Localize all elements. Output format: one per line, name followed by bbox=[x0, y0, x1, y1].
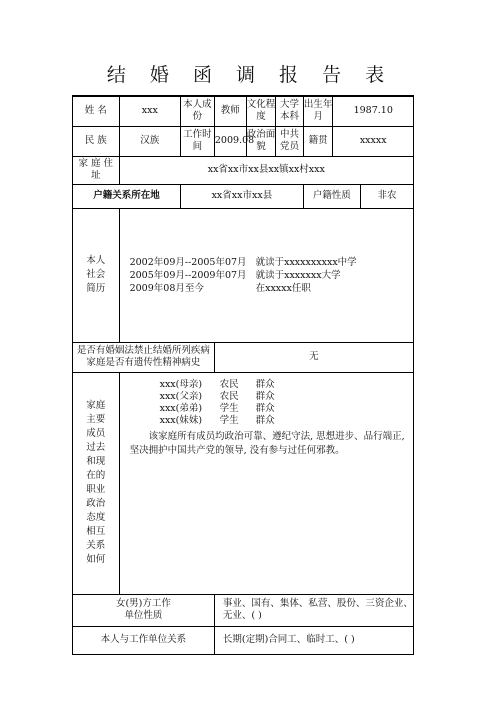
birth-label: 出生年月 bbox=[303, 96, 333, 126]
address-value: xx省xx市xx县xx镇xx村xxx bbox=[119, 156, 413, 184]
family-label bbox=[73, 372, 120, 594]
family-label-line: 过去 bbox=[86, 442, 106, 453]
resume-content bbox=[119, 208, 413, 342]
member-job: 学生 bbox=[219, 414, 239, 426]
family-label-line: 在的 bbox=[86, 470, 106, 481]
disease-label-line: 是否有婚姻法禁止结婚所列疾病 bbox=[76, 345, 210, 356]
marriage-report-table bbox=[72, 95, 414, 655]
disease-value: 无 bbox=[214, 342, 413, 372]
member-name: xxx(母亲) bbox=[159, 378, 203, 390]
family-member bbox=[130, 403, 405, 415]
education-label: 文化程度 bbox=[246, 96, 276, 126]
resume-desc: 就读于xxxxxxx大学 bbox=[255, 269, 341, 281]
member-politics: 群众 bbox=[255, 390, 275, 402]
origin-label: 籍贯 bbox=[303, 126, 333, 156]
family-label-line: 成员 bbox=[86, 428, 106, 439]
resume-label-line: 简历 bbox=[86, 283, 106, 294]
relation-label: 本人与工作单位关系 bbox=[73, 626, 215, 654]
unit-label bbox=[73, 594, 215, 626]
member-job: 农民 bbox=[219, 390, 239, 402]
political-value: 中共党员 bbox=[276, 126, 304, 156]
resume-label-line: 本人 bbox=[86, 255, 106, 266]
family-label-line: 政治 bbox=[86, 498, 106, 509]
family-member bbox=[130, 415, 405, 427]
member-name: xxx(弟弟) bbox=[159, 402, 203, 414]
name-value: xxx bbox=[119, 96, 180, 126]
resume-entry bbox=[130, 282, 413, 295]
family-statement: 该家庭所有成员均政治可靠、遵纪守法, 思想进步、品行端正, 坚决拥护中国共产党的领导, 没有参与过任何邪教。 bbox=[129, 430, 405, 456]
member-politics: 群众 bbox=[255, 414, 275, 426]
hukou-value: xx省xx市xx县 bbox=[181, 184, 304, 208]
member-job: 农民 bbox=[219, 378, 239, 390]
unit-value: 事业、国有、集体、私营、股份、三资企业、无业、( ) bbox=[214, 594, 413, 626]
member-name: xxx(妹妹) bbox=[159, 414, 203, 426]
identity-value: 教师 bbox=[214, 96, 246, 126]
family-label-line: 相互 bbox=[86, 526, 106, 537]
resume-desc: 就读于xxxxxxxxxx中学 bbox=[255, 256, 357, 268]
resume-period: 2002年09月--2005年07月 bbox=[129, 256, 247, 268]
unit-label-line: 单位性质 bbox=[124, 610, 163, 621]
ethnicity-value: 汉族 bbox=[119, 126, 180, 156]
family-label-line: 职业 bbox=[86, 484, 106, 495]
resume-entry bbox=[130, 256, 413, 269]
birth-value: 1987.10 bbox=[333, 96, 414, 126]
resume-period: 2009年08月至今 bbox=[129, 282, 204, 294]
disease-label-line: 家庭是否有遗传性精神病史 bbox=[86, 357, 201, 368]
worktime-label: 工作时间 bbox=[181, 126, 215, 156]
ethnicity-label: 民 族 bbox=[73, 126, 120, 156]
identity-label: 本人成份 bbox=[181, 96, 215, 126]
resume-period: 2005年09月--2009年07月 bbox=[129, 269, 247, 281]
member-politics: 群众 bbox=[255, 402, 275, 414]
family-label-line: 态度 bbox=[86, 512, 106, 523]
member-politics: 群众 bbox=[255, 378, 275, 390]
hukou-type-value: 非农 bbox=[360, 184, 413, 208]
hukou-type-label: 户籍性质 bbox=[303, 184, 360, 208]
origin-value: xxxxx bbox=[333, 126, 414, 156]
family-label-line: 主要 bbox=[86, 414, 106, 425]
family-label-line: 家庭 bbox=[86, 400, 106, 411]
family-label-line: 关系 bbox=[86, 540, 106, 551]
family-content bbox=[119, 372, 413, 594]
resume-label bbox=[73, 208, 120, 342]
member-job: 学生 bbox=[219, 402, 239, 414]
address-label: 家 庭 住 址 bbox=[73, 156, 120, 184]
unit-label-line: 女(男)方工作 bbox=[115, 598, 171, 609]
education-value: 大学本科 bbox=[276, 96, 304, 126]
relation-value: 长期(定期)合同工、临时工、( ) bbox=[214, 626, 413, 654]
hukou-label: 户籍关系所在地 bbox=[73, 184, 181, 208]
member-name: xxx(父亲) bbox=[159, 390, 203, 402]
resume-desc: 在xxxxx任职 bbox=[255, 282, 311, 294]
disease-label bbox=[73, 342, 215, 372]
worktime-value: 2009.08 bbox=[214, 126, 246, 156]
family-label-line: 如何 bbox=[86, 554, 106, 565]
family-member bbox=[130, 391, 405, 403]
resume-entry bbox=[130, 269, 413, 282]
form-title: 结 婚 函 调 报 告 表 bbox=[106, 64, 394, 86]
resume-label-line: 社会 bbox=[86, 269, 106, 280]
family-label-line: 和现 bbox=[86, 456, 106, 467]
political-label: 政治面貌 bbox=[246, 126, 276, 156]
family-member bbox=[130, 379, 405, 391]
name-label: 姓 名 bbox=[73, 96, 120, 126]
